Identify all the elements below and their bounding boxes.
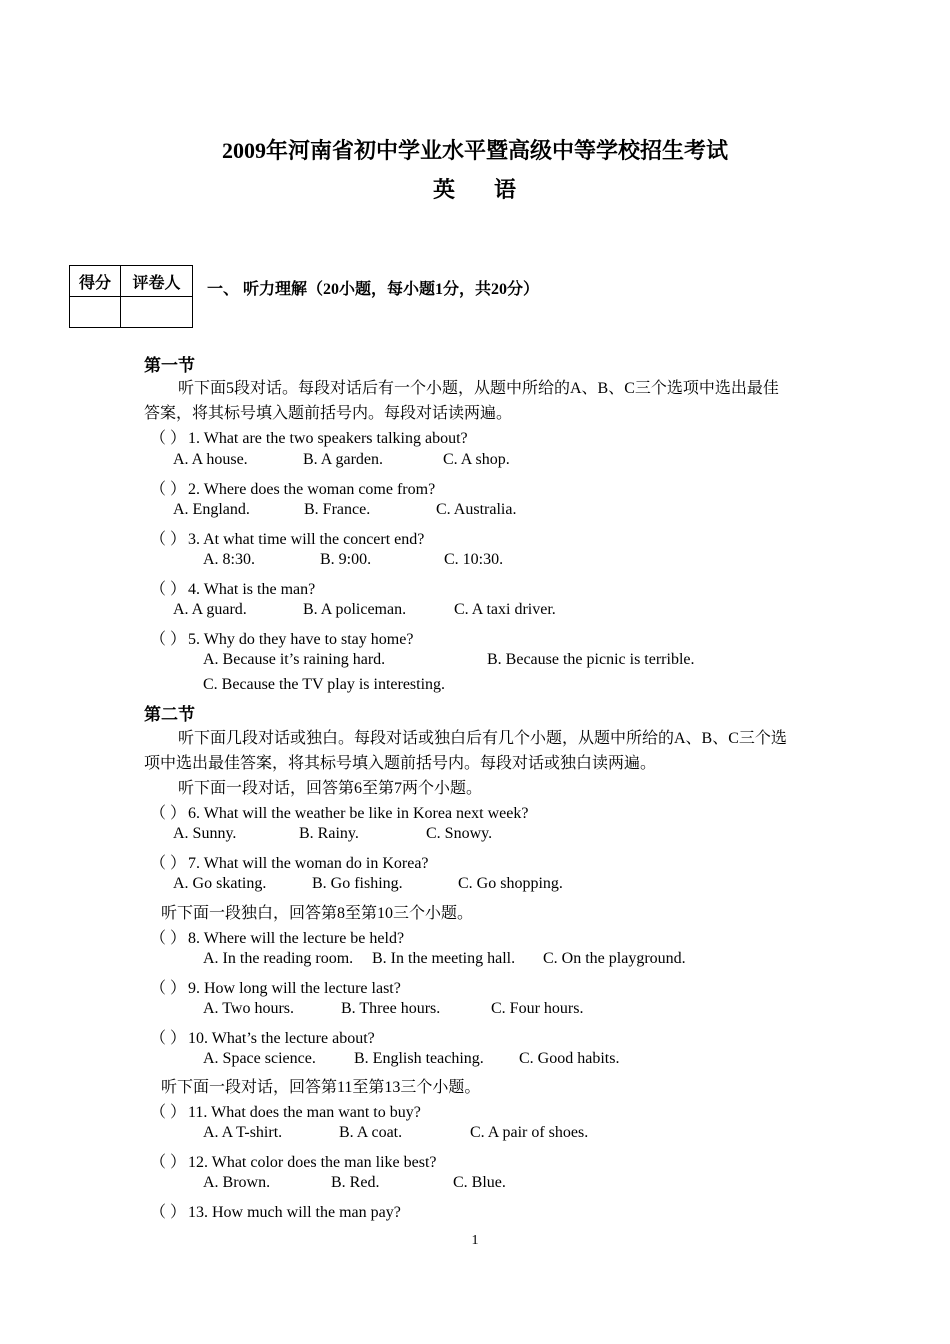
question-1 — [150, 425, 468, 448]
q3-option-c: C. 10:30. — [444, 551, 504, 568]
q4-option-b: B. A policeman. — [303, 601, 407, 618]
score-label: 得分 — [70, 266, 121, 297]
q5-option-c: C. Because the TV play is interesting. — [203, 676, 446, 693]
question-stem: 6. What will the weather be like in Korea next week? — [188, 805, 529, 822]
answer-paren[interactable]: （ ） — [150, 481, 187, 498]
question-8 — [150, 925, 404, 948]
answer-paren[interactable]: （ ） — [150, 531, 187, 548]
q6-option-a: A. Sunny. — [173, 825, 237, 842]
q2-option-b: B. France. — [304, 501, 371, 518]
q5-option-b: B. Because the picnic is terrible. — [487, 651, 695, 668]
question-12 — [150, 1149, 437, 1172]
answer-paren[interactable]: （ ） — [150, 631, 187, 648]
q2-option-c: C. Australia. — [436, 501, 517, 518]
sub-instr-11-13: 听下面一段对话，回答第11至第13三个小题。 — [161, 1079, 481, 1096]
answer-paren[interactable]: （ ） — [150, 581, 187, 598]
question-7 — [150, 850, 429, 873]
q11-option-a: A. A T-shirt. — [203, 1124, 283, 1141]
section2-heading: 第二节 — [144, 705, 195, 724]
question-stem: 8. Where will the lecture be held? — [188, 930, 405, 947]
question-stem: 11. What does the man want to buy? — [188, 1104, 421, 1121]
subject-char-1: 英 — [432, 177, 456, 202]
question-4 — [150, 576, 315, 599]
page-number: 1 — [471, 1233, 479, 1248]
q4-option-a: A. A guard. — [173, 601, 247, 618]
answer-paren[interactable]: （ ） — [150, 805, 187, 822]
q12-option-a: A. Brown. — [203, 1174, 271, 1191]
question-stem: 7. What will the woman do in Korea? — [188, 855, 429, 872]
q6-option-c: C. Snowy. — [426, 825, 493, 842]
q10-option-a: A. Space science. — [203, 1050, 316, 1067]
q10-option-b: B. English teaching. — [354, 1050, 484, 1067]
answer-paren[interactable]: （ ） — [150, 430, 187, 447]
question-stem: 1. What are the two speakers talking about? — [188, 430, 468, 447]
question-stem: 3. At what time will the concert end? — [188, 531, 425, 548]
grader-cell[interactable] — [121, 297, 193, 328]
question-13 — [150, 1199, 401, 1222]
sub-instr-8-10: 听下面一段独白，回答第8至第10三个小题。 — [161, 905, 474, 922]
question-stem: 2. Where does the woman come from? — [188, 481, 436, 498]
question-stem: 10. What’s the lecture about? — [188, 1030, 375, 1047]
q1-option-c: C. A shop. — [443, 451, 510, 468]
q7-option-b: B. Go fishing. — [312, 875, 403, 892]
question-stem: 9. How long will the lecture last? — [188, 980, 401, 997]
q4-option-c: C. A taxi driver. — [454, 601, 556, 618]
q11-option-c: C. A pair of shoes. — [470, 1124, 589, 1141]
answer-paren[interactable]: （ ） — [150, 855, 187, 872]
question-9 — [150, 975, 401, 998]
question-6 — [150, 800, 528, 823]
answer-paren[interactable]: （ ） — [150, 930, 187, 947]
q8-option-c: C. On the playground. — [543, 950, 686, 967]
q9-option-c: C. Four hours. — [491, 1000, 584, 1017]
q9-option-a: A. Two hours. — [203, 1000, 295, 1017]
q11-option-b: B. A coat. — [339, 1124, 403, 1141]
answer-paren[interactable]: （ ） — [150, 1154, 187, 1171]
q7-option-c: C. Go shopping. — [458, 875, 563, 892]
q1-option-a: A. A house. — [173, 451, 248, 468]
part1-heading: 一、 听力理解（20小题，每小题1分，共20分） — [207, 281, 540, 298]
exam-subject — [0, 173, 950, 204]
question-stem: 4. What is the man? — [188, 581, 316, 598]
question-stem: 5. Why do they have to stay home? — [188, 631, 414, 648]
section2-instr-line2: 项中选出最佳答案，将其标号填入题前括号内。每段对话或独白读两遍。 — [144, 755, 657, 772]
q3-option-a: A. 8:30. — [203, 551, 255, 568]
q12-option-b: B. Red. — [331, 1174, 380, 1191]
question-stem: 12. What color does the man like best? — [188, 1154, 437, 1171]
exam-title: 2009年河南省初中学业水平暨高级中等学校招生考试 — [221, 138, 728, 163]
q10-option-c: C. Good habits. — [519, 1050, 620, 1067]
answer-paren[interactable]: （ ） — [150, 980, 187, 997]
q12-option-c: C. Blue. — [453, 1174, 506, 1191]
section1-instr-line1: 听下面5段对话。每段对话后有一个小题，从题中所给的A、B、C三个选项中选出最佳 — [178, 380, 779, 397]
score-box — [69, 265, 193, 328]
answer-paren[interactable]: （ ） — [150, 1030, 187, 1047]
section1-instr-line2: 答案，将其标号填入题前括号内。每段对话读两遍。 — [144, 405, 513, 422]
q1-option-b: B. A garden. — [303, 451, 383, 468]
answer-paren[interactable]: （ ） — [150, 1204, 187, 1221]
question-10 — [150, 1025, 375, 1048]
section1-heading: 第一节 — [144, 356, 195, 375]
question-stem: 13. How much will the man pay? — [188, 1204, 401, 1221]
q8-option-a: A. In the reading room. — [203, 950, 354, 967]
q2-option-a: A. England. — [173, 501, 250, 518]
answer-paren[interactable]: （ ） — [150, 1104, 187, 1121]
q3-option-b: B. 9:00. — [320, 551, 372, 568]
subject-char-2: 语 — [494, 177, 518, 202]
q5-option-a: A. Because it’s raining hard. — [203, 651, 386, 668]
question-2 — [150, 476, 435, 499]
sub-instr-6-7: 听下面一段对话，回答第6至第7两个小题。 — [178, 780, 483, 797]
q7-option-a: A. Go skating. — [173, 875, 267, 892]
section2-instr-line1: 听下面几段对话或独白。每段对话或独白后有几个小题，从题中所给的A、B、C三个选 — [178, 730, 787, 747]
question-3 — [150, 526, 424, 549]
question-5 — [150, 626, 413, 649]
question-11 — [150, 1099, 421, 1122]
q6-option-b: B. Rainy. — [299, 825, 359, 842]
score-cell[interactable] — [70, 297, 121, 328]
q9-option-b: B. Three hours. — [341, 1000, 441, 1017]
grader-label: 评卷人 — [121, 266, 193, 297]
q8-option-b: B. In the meeting hall. — [372, 950, 516, 967]
